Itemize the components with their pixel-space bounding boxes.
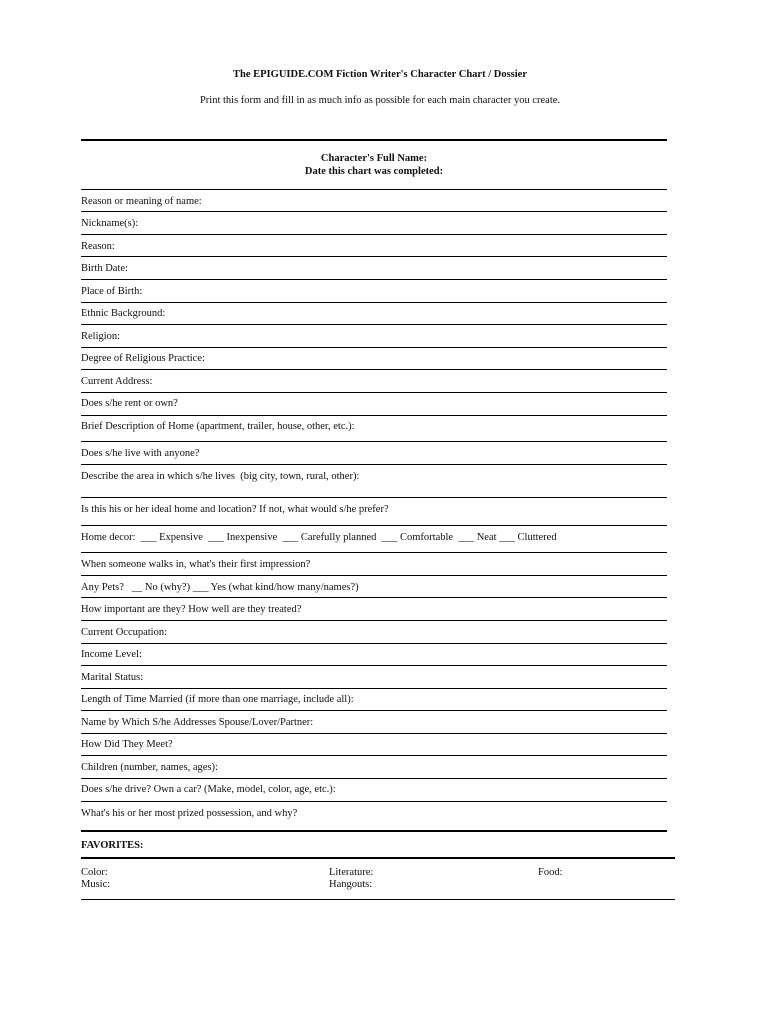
header-rule xyxy=(81,189,667,190)
character-name-label: Character's Full Name: xyxy=(320,153,428,164)
favorite-color-label: Color: xyxy=(81,867,108,878)
favorites-top-rule xyxy=(81,830,667,832)
field-divider xyxy=(81,575,667,576)
field-divider xyxy=(81,710,667,711)
field-label: Home decor: ___ Expensive ___ Inexpensive ___ Carefully planned ___ Comfortable ___ Neat ___ Cluttered xyxy=(81,532,557,543)
field-divider xyxy=(81,302,667,303)
field-label: Does s/he drive? Own a car? (Make, model, color, age, etc.): xyxy=(81,784,336,795)
date-completed-label: Date this chart was completed: xyxy=(304,166,444,177)
field-divider xyxy=(81,733,667,734)
field-label: Religion: xyxy=(81,331,121,342)
field-label: Name by Which S/he Addresses Spouse/Lover/Partner: xyxy=(81,717,314,728)
field-label: Length of Time Married (if more than one marriage, include all): xyxy=(81,694,354,705)
field-label: What's his or her most prized possession, and why? xyxy=(81,808,298,819)
field-divider xyxy=(81,415,667,416)
field-label: Does s/he live with anyone? xyxy=(81,448,200,459)
bottom-rule xyxy=(81,899,675,900)
field-label: Place of Birth: xyxy=(81,286,143,297)
field-label: Marital Status: xyxy=(81,672,144,683)
field-label: Reason or meaning of name: xyxy=(81,196,202,207)
field-divider xyxy=(81,211,667,212)
field-divider xyxy=(81,525,667,526)
field-label: Describe the area in which s/he lives (big city, town, rural, other): xyxy=(81,471,360,482)
field-label: Degree of Religious Practice: xyxy=(81,353,205,364)
field-divider xyxy=(81,665,667,666)
field-label: Nickname(s): xyxy=(81,218,139,229)
field-label: Ethnic Background: xyxy=(81,308,166,319)
field-divider xyxy=(81,441,667,442)
field-divider xyxy=(81,234,667,235)
field-label: How Did They Meet? xyxy=(81,739,173,750)
field-divider xyxy=(81,688,667,689)
field-divider xyxy=(81,801,667,802)
field-label: Is this his or her ideal home and location? If not, what would s/he prefer? xyxy=(81,504,389,515)
field-label: Children (number, names, ages): xyxy=(81,762,218,773)
field-divider xyxy=(81,497,667,498)
field-label: Current Occupation: xyxy=(81,627,168,638)
field-divider xyxy=(81,464,667,465)
field-divider xyxy=(81,643,667,644)
field-divider xyxy=(81,324,667,325)
field-label: Brief Description of Home (apartment, trailer, house, other, etc.): xyxy=(81,421,355,432)
field-label: When someone walks in, what's their first impression? xyxy=(81,559,311,570)
field-label: Any Pets? __ No (why?) ___ Yes (what kind/how many/names?) xyxy=(81,582,359,593)
form-instructions: Print this form and fill in as much info as possible for each main character you create. xyxy=(199,95,561,106)
field-divider xyxy=(81,392,667,393)
field-divider xyxy=(81,620,667,621)
favorite-hangouts-label: Hangouts: xyxy=(329,879,373,890)
field-label: Does s/he rent or own? xyxy=(81,398,178,409)
field-label: Income Level: xyxy=(81,649,142,660)
field-divider xyxy=(81,552,667,553)
favorites-rule xyxy=(81,857,675,859)
form-title: The EPIGUIDE.COM Fiction Writer's Character Chart / Dossier xyxy=(233,69,527,80)
field-divider xyxy=(81,755,667,756)
favorite-literature-label: Literature: xyxy=(329,867,374,878)
field-divider xyxy=(81,279,667,280)
favorites-heading: FAVORITES: xyxy=(81,840,144,851)
favorite-food-label: Food: xyxy=(538,867,563,878)
field-label: Reason: xyxy=(81,241,115,252)
favorite-music-label: Music: xyxy=(81,879,111,890)
field-label: Birth Date: xyxy=(81,263,128,274)
field-label: How important are they? How well are they treated? xyxy=(81,604,302,615)
top-rule xyxy=(81,139,667,141)
field-label: Current Address: xyxy=(81,376,153,387)
field-divider xyxy=(81,347,667,348)
field-divider xyxy=(81,597,667,598)
field-divider xyxy=(81,778,667,779)
field-divider xyxy=(81,369,667,370)
field-divider xyxy=(81,256,667,257)
